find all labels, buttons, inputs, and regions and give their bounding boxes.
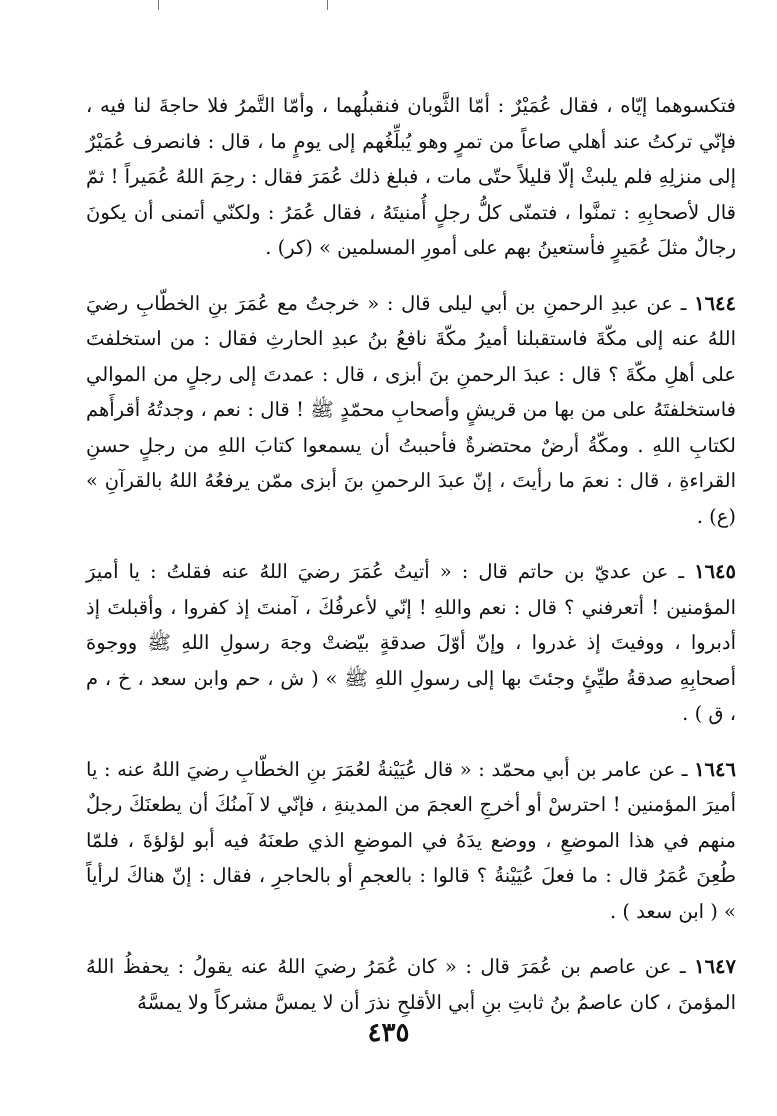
hadith-1647 (86, 949, 736, 1020)
paragraph (86, 88, 736, 266)
hadith-1646 (86, 752, 736, 930)
hadith-number: ١٦٤٥ (694, 560, 736, 583)
paragraph-text: ـ عن عديّ بن حاتم قال : « أتيتُ عُمَرَ رضيَ اللهُ عنه فقلتُ : يا أميرَ المؤمنين ! أتعرفني ؟ قال : نعم واللهِ ! إنّي لأعرفُكَ ، آمنتَ إذ كفروا ، وأقبلتَ إذ أدبروا ، ووفيتَ إذ غدروا ، وإنّ أوّلَ صدقةٍ بيّضتْ وجهَ رسولِ اللهِ ﷺ ووجوهَ أصحابِهِ صدقةُ طيِّئٍ وجئتَ بها إلى رسولِ اللهِ ﷺ » ( ش ، حم وابن سعد ، خ ، م ، ق ) . (86, 560, 736, 725)
hadith-number: ١٦٤٧ (694, 955, 736, 978)
page-body (86, 88, 736, 1040)
paragraph-text: فتكسوهما إيّاه ، فقال عُمَيْرٌ : أمّا الثَّوبان فنقبلُهما ، وأمّا التَّمرُ فلا حاجةَ لنا فيه ، فإنّي تركتُ عند أهلي صاعاً من تمرٍ وهو يُبلِّغُهم إلى يومٍ ما ، قال : فانصرف عُمَيْرٌ إلى منزلِهِ فلم يلبثْ إلّا قليلاً حتّى مات ، فبلغ ذلك عُمَرَ فقال : رحِمَ اللهُ عُمَيراً ! ثمّ قال لأصحابِهِ : تمنَّوا ، فتمنّى كلُّ رجلٍ أُمنيتَهُ ، فقال عُمَرُ : ولكنّي أتمنى أن يكونَ رجالٌ مثلَ عُمَيرٍ فأستعينُ بهم على أمورِ المسلمين » (كر) . (86, 94, 736, 259)
hadith-1645 (86, 554, 736, 732)
paragraph-text: ـ عن عاصم بن عُمَرَ قال : « كان عُمَرُ رضيَ اللهُ عنه يقولُ : يحفظُ اللهُ المؤمنَ ، كان عاصمُ بنُ ثابتِ بنِ أبي الأقلحِ نذرَ أن لا يمسَّ مشركاً ولا يمسَّهُ (86, 955, 736, 1014)
hadith-1644 (86, 286, 736, 535)
paragraph-text: ـ عن عبدِ الرحمنِ بن أبي ليلى قال : « خرجتُ مع عُمَرَ بنِ الخطّابِ رضيَ اللهُ عنه إلى مكّةَ فاستقبلنا أميرُ مكّةَ نافعُ بنُ عبدِ الحارثِ فقال : من استخلفتَ على أهلِ مكّةَ ؟ قال : عبدَ الرحمنِ بنَ أبزى ، قال : عمدتَ إلى رجلٍ من الموالي فاستخلفتَهُ على من بها من قريشٍ وأصحابِ محمّدٍ ﷺ ! قال : نعم ، وجدتُهُ أقرأَهم لكتابِ اللهِ . ومكّةُ أرضٌ محتضرةٌ فأحببتُ أن يسمعوا كتابَ اللهِ من رجلٍ حسنِ القراءةِ ، قال : نعمَ ما رأيتَ ، إنّ عبدَ الرحمنِ بنَ أبزى ممّن يرفعُهُ اللهُ بالقرآنِ » (ع) . (86, 291, 736, 528)
hadith-number: ١٦٤٤ (694, 291, 737, 315)
scan-mark (158, 0, 159, 10)
hadith-number: ١٦٤٦ (694, 757, 736, 781)
page-number: ٤٣٥ (367, 1018, 410, 1048)
scan-mark (327, 0, 328, 10)
paragraph-text: ـ عن عامر بن أبي محمّد : « قال عُيَيْنةُ لعُمَرَ بنِ الخطّابِ رضيَ اللهُ عنه : يا أميرَ المؤمنين ! احترسْ أو أخرجِ العجمَ من المدينةِ ، فإنّي لا آمنُكَ أن يطعنَكَ رجلٌ منهم في هذا الموضعِ ، ووضع يدَهُ في الموضعِ الذي طعنَهُ فيه أبو لؤلؤةَ ، فلمّا طُعِنَ عُمَرُ قال : ما فعلَ عُيَيْنةُ ؟ قالوا : بالعجمِ أو بالحاجرِ ، فقال : إنّ هناكَ لرأياً » ( ابن سعد ) . (86, 757, 736, 923)
